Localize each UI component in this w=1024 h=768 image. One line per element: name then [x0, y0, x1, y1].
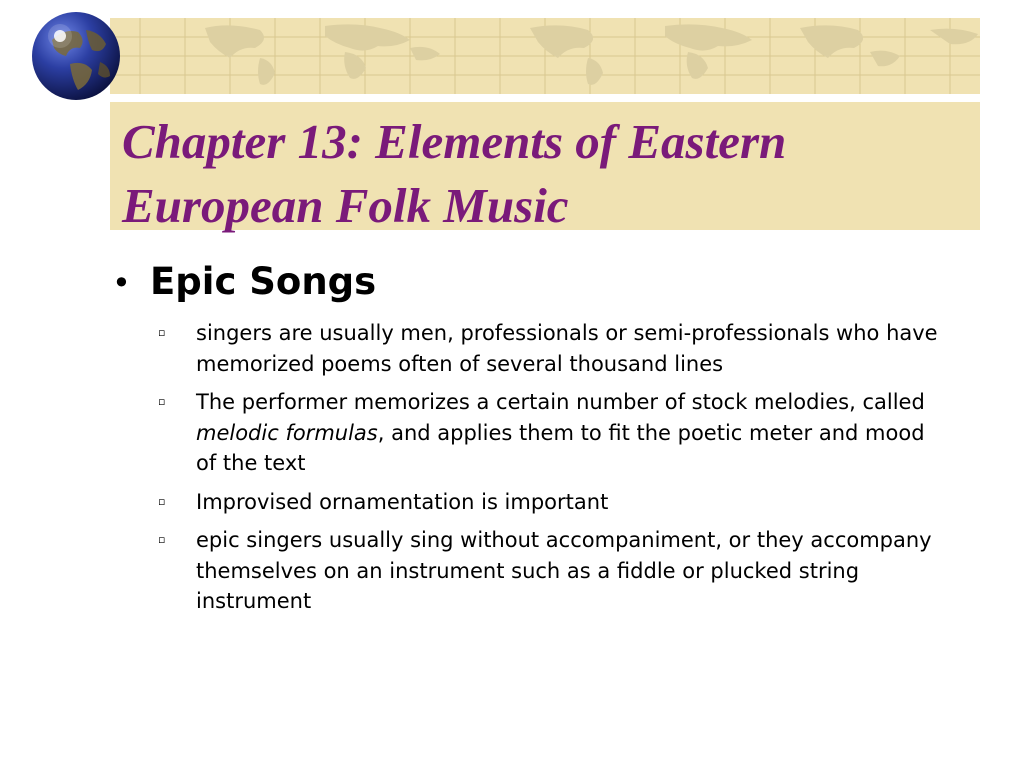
sub-bullet-marker: ▫ — [158, 395, 166, 408]
bullet-marker: • — [112, 264, 131, 302]
sub-bullet-list — [112, 318, 942, 617]
list-item-text-part: , and applies them to fit the poetic meter and mood of the text — [196, 420, 925, 475]
sub-bullet-marker: ▫ — [158, 326, 166, 339]
list-item — [158, 487, 942, 518]
list-item — [158, 525, 942, 617]
list-item-text: epic singers usually sing without accompaniment, or they accompany themselves on an instrument such as a fiddle or plucked string instrument — [196, 528, 932, 613]
list-item-text-part: The performer memorizes a certain number of stock melodies, called — [196, 390, 925, 414]
list-item-text: Improvised ornamentation is important — [196, 489, 609, 514]
title-banner — [110, 102, 980, 233]
world-map-banner — [110, 18, 980, 94]
slide-title: Chapter 13: Elements of Eastern European Folk Music — [122, 114, 787, 233]
sub-bullet-marker: ▫ — [158, 533, 166, 546]
main-bullet — [112, 256, 942, 308]
list-item-text — [196, 387, 942, 479]
sub-bullet-marker: ▫ — [158, 494, 166, 508]
section-heading: Epic Songs — [150, 260, 377, 303]
list-item-text: singers are usually men, professionals or semi-professionals who have memorized poems often of several thousand lines — [196, 321, 938, 376]
slide-body — [112, 256, 942, 625]
list-item — [158, 318, 942, 379]
emphasized-term: melodic formulas — [196, 420, 378, 445]
list-item — [158, 387, 942, 479]
globe-icon — [30, 10, 122, 102]
